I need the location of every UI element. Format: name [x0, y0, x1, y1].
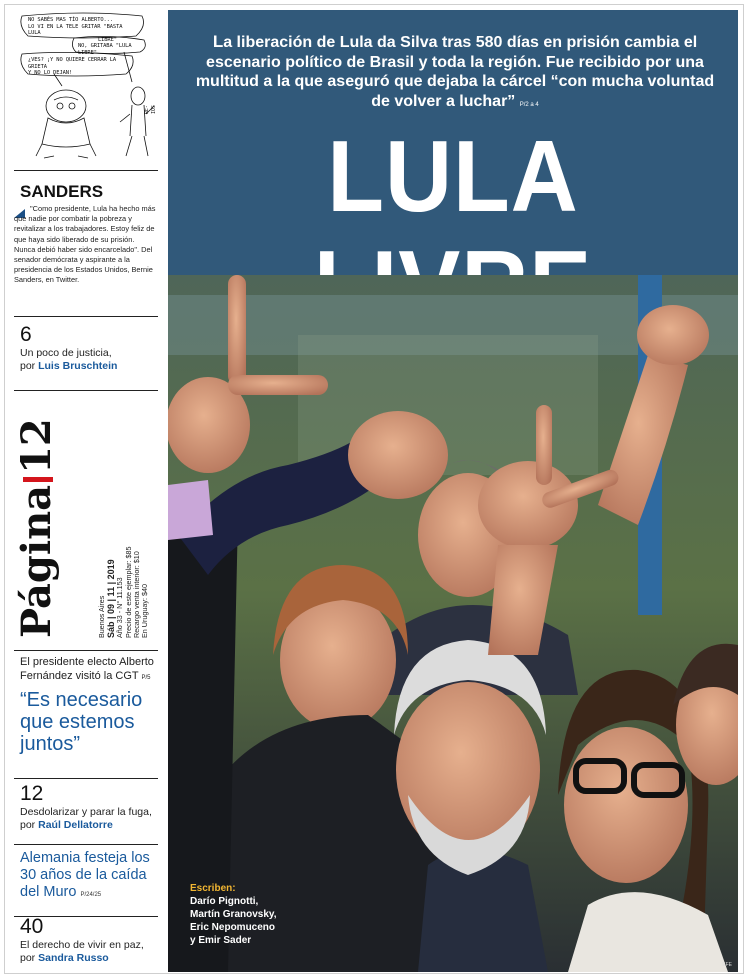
divider: [14, 650, 158, 651]
page-number: 12: [20, 782, 44, 805]
alemania-story[interactable]: [20, 850, 158, 904]
masthead-issue: Año 33 - N° 11.153: [115, 577, 125, 638]
lead-paragraph: [190, 32, 720, 115]
sanders-quote: "Como presidente, Lula ha hecho más que nadie por combatir la pobreza y revitalizar a los trabajadores. Estoy feliz de que haya sido liberado de su prisión. Nunca debió haber sido encarcelado". Del senador demócrata y aspirante a la presidencia de los Estados Unidos, Bernie Sanders, en Twitter.: [14, 204, 156, 285]
divider: [14, 390, 158, 391]
divider: [14, 316, 158, 317]
item-6-title: Un poco de justicia,: [20, 347, 112, 359]
main-headline: LULA: [327, 121, 579, 233]
item-12-text: [20, 806, 158, 832]
masthead-city: Buenos Aires: [97, 595, 106, 638]
byline-name: Martín Granovsky,: [190, 909, 277, 920]
cartoon-bubble-line: ¿VES? ¡Y NO QUIERE CERRAR LA GRIETA: [28, 57, 117, 70]
logo-text: Página: [13, 484, 60, 638]
byline-name: Darío Pignotti,: [190, 896, 259, 907]
lead-pages: P/2 a 4: [519, 101, 539, 108]
cartoon-signature: RE-IOS: [144, 105, 157, 114]
divider: [14, 170, 158, 171]
masthead-uruguay: En Uruguay: $40: [140, 584, 150, 638]
masthead-price: Precio de este ejemplar: $85: [123, 546, 133, 638]
sanders-title: SANDERS: [20, 182, 104, 201]
item-40[interactable]: [20, 915, 158, 965]
masthead-info: [98, 400, 149, 638]
cgt-summary: El presidente electo Alberto Fernández visitó la CGT: [20, 656, 154, 682]
item-40-author: Sandra Russo: [38, 952, 109, 964]
cgt-quote: “Es necesario que estemos juntos”: [20, 689, 143, 755]
cartoon-bubble-line: NO SABÉS MAS TÍO ALBERTO...: [28, 17, 113, 23]
cartoon: [14, 10, 158, 160]
cgt-text: [20, 656, 158, 685]
byline-name: Eric Nepomuceno: [190, 922, 276, 933]
lead-dropcap: L: [212, 32, 224, 51]
item-6-text: [20, 347, 156, 373]
masthead-logo: [13, 418, 60, 638]
cartoon-bubble-line: LO VI EN LA TELE GRITAR "BASTA LULA: [28, 23, 123, 37]
masthead-date: Sáb | 09 | 11 | 2019: [106, 559, 117, 638]
masthead-surcharge: Recargo venta interior: $10: [131, 551, 141, 638]
logo-number: 12: [13, 418, 60, 474]
item-6-author: Luis Bruschtein: [38, 360, 118, 372]
cgt-page: P/5: [141, 674, 151, 681]
logo-bar: [23, 477, 53, 482]
item-12[interactable]: [20, 782, 158, 832]
hero-photo: [168, 275, 738, 972]
item-6[interactable]: [20, 323, 156, 373]
cartoon-bubble-line: Y NO LO DEJAN!: [28, 70, 73, 77]
byline-label: Escriben:: [190, 883, 236, 894]
sidebar: [14, 10, 158, 972]
cartoon-bubble-line: LIBRE": [98, 36, 117, 43]
divider: [14, 778, 158, 779]
alemania-page: P/24/25: [80, 892, 102, 898]
item-40-title: El derecho de vivir en paz,: [20, 939, 144, 951]
item-12-title: Desdolarizar y parar la fuga, por: [20, 806, 152, 831]
sanders-text: [14, 204, 156, 286]
item-40-text: [20, 939, 158, 965]
page-number: 40: [20, 915, 44, 938]
cgt-story[interactable]: [20, 656, 158, 755]
alemania-headline: Alemania festeja los 30 años de la caída del Muro: [20, 850, 150, 900]
masthead: [14, 402, 158, 640]
item-6-by: por: [20, 360, 36, 372]
divider: [14, 844, 158, 845]
item-12-author: Raúl Dellatorre: [38, 819, 113, 831]
byline: [190, 882, 277, 947]
lead-text: a liberación de Lula da Silva tras 580 días en prisión cambia el escenario político de Brasil y toda la región. Fue recibido por una multitud a la que aseguró que dejaba la cárcel “con mucha voluntad de volver a luchar”: [195, 34, 715, 110]
photo-credit: EFE: [722, 962, 732, 968]
cartoon-bubble-line: NO, GRITABA "LULA LIBRE": [78, 43, 132, 56]
item-40-by: por: [20, 952, 36, 964]
hero[interactable]: [168, 10, 738, 972]
page-number: 6: [20, 323, 32, 346]
byline-name: y Emir Sader: [190, 935, 252, 946]
